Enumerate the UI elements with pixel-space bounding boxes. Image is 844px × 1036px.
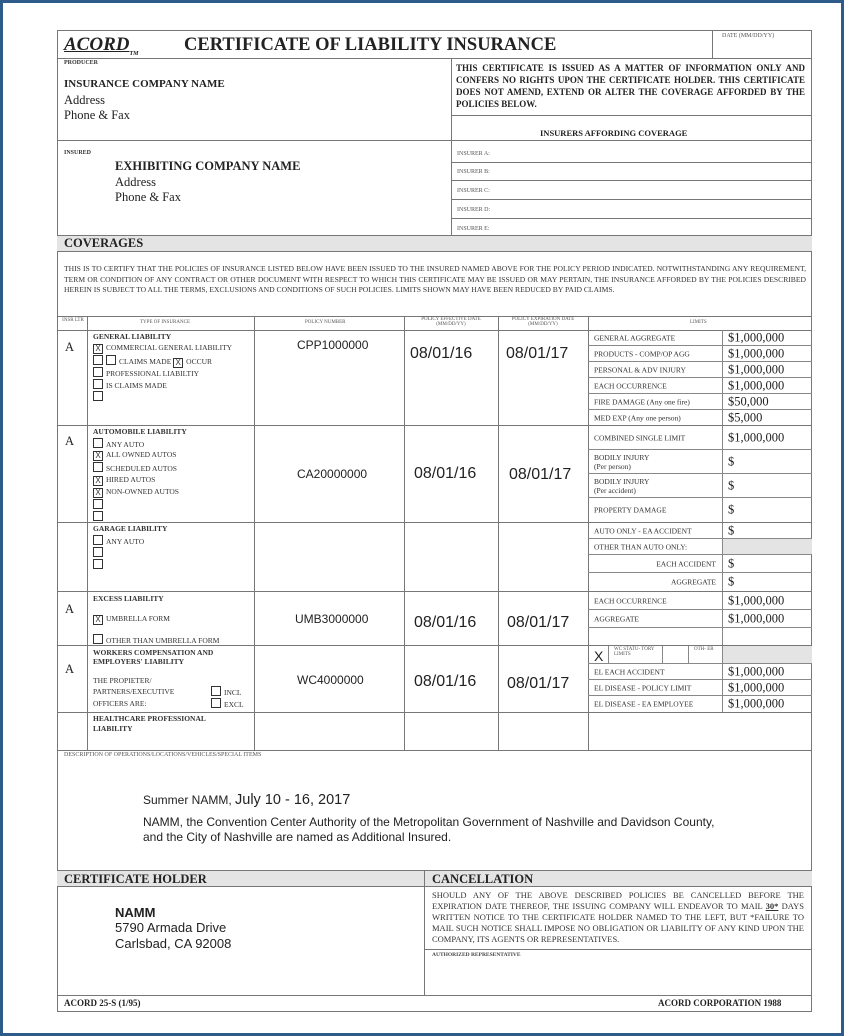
event-name: Summer NAMM, bbox=[143, 793, 232, 807]
limit-row bbox=[588, 555, 812, 573]
limit-label: EACH OCCURRENCE bbox=[594, 381, 667, 390]
is-claims-label: IS CLAIMS MADE bbox=[106, 381, 167, 390]
limit-label: COMBINED SINGLE LIMIT bbox=[594, 433, 686, 442]
auto-blank1[interactable] bbox=[93, 499, 106, 510]
holder-street: 5790 Armada Drive bbox=[115, 920, 227, 935]
footer-form-id: ACORD 25-S (1/95) bbox=[64, 998, 141, 1008]
limit-value: $1,000,000 bbox=[728, 611, 785, 625]
insured-address: Address bbox=[115, 175, 156, 189]
excess-ltr: A bbox=[65, 602, 75, 616]
health-title2: LIABILITY bbox=[93, 724, 133, 733]
wc-incl[interactable] bbox=[211, 686, 242, 697]
limit-label: PRODUCTS - COMP/OP AGG bbox=[594, 349, 690, 358]
footer-copyright: ACORD CORPORATION 1988 bbox=[658, 998, 782, 1008]
checkbox-icon[interactable] bbox=[211, 698, 221, 708]
limit-row bbox=[588, 628, 812, 645]
checkbox-checked-icon[interactable]: X bbox=[93, 451, 103, 461]
checkbox-icon[interactable] bbox=[93, 547, 103, 557]
statutory-mark: X bbox=[594, 648, 604, 664]
auto-exp: 08/01/17 bbox=[509, 466, 572, 483]
auto-policy: CA20000000 bbox=[297, 467, 368, 481]
checkbox-icon[interactable] bbox=[93, 355, 103, 365]
limit-row bbox=[588, 539, 812, 555]
col-ltr: INSR LTR bbox=[62, 318, 84, 323]
insured-phone: Phone & Fax bbox=[115, 190, 181, 204]
label: HIRED AUTOS bbox=[106, 475, 156, 484]
limit-value: $1,000,000 bbox=[728, 696, 785, 711]
statutory-label: WC STATU- TORY LIMITS bbox=[614, 647, 655, 657]
limit-value: $ bbox=[728, 502, 735, 517]
cancellation-text bbox=[432, 890, 804, 945]
label: EXCL bbox=[224, 700, 244, 709]
checkbox-icon[interactable] bbox=[106, 355, 116, 365]
insurer-b: INSURER B: bbox=[457, 169, 490, 175]
cancellation-title: CANCELLATION bbox=[432, 872, 534, 886]
limit-label: AGGREGATE bbox=[594, 614, 639, 623]
checkbox-icon[interactable] bbox=[93, 367, 103, 377]
checkbox-checked-icon[interactable]: X bbox=[93, 615, 103, 625]
limit-label: PERSONAL & ADV INJURY bbox=[594, 365, 686, 374]
producer-phone: Phone & Fax bbox=[64, 108, 130, 122]
checkbox-icon[interactable] bbox=[93, 438, 103, 448]
label-sub: (Per accident) bbox=[594, 485, 636, 495]
label-sub: (Per person) bbox=[594, 461, 631, 471]
other-label: OTH- ER bbox=[694, 647, 714, 652]
limit-label: AGGREGATE bbox=[671, 577, 716, 587]
event-dates: July 10 - 16, 2017 bbox=[235, 792, 351, 808]
limit-value: $1,000,000 bbox=[728, 330, 785, 344]
limit-value: $1,000,000 bbox=[728, 378, 785, 392]
limit-row bbox=[588, 498, 812, 522]
limit-value: $ bbox=[728, 454, 735, 468]
limit-label: PROPERTY DAMAGE bbox=[594, 505, 667, 515]
authorized-rep-label: AUTHORIZED REPRESENTATIVE bbox=[432, 952, 521, 958]
limit-value: $ bbox=[728, 574, 735, 589]
garage-any[interactable] bbox=[93, 535, 144, 546]
garage-title: GARAGE LIABILITY bbox=[93, 524, 168, 533]
garage-blank2[interactable] bbox=[93, 559, 106, 570]
auto-scheduled[interactable] bbox=[93, 462, 177, 473]
wc-title1: WORKERS COMPENSATION AND bbox=[93, 648, 214, 657]
limit-value: $50,000 bbox=[728, 394, 769, 408]
wc-l2: PARTNERS/EXECUTIVE bbox=[93, 687, 175, 696]
auto-nonowned[interactable] bbox=[93, 487, 179, 498]
limit-row bbox=[588, 474, 812, 498]
description-label: DESCRIPTION OF OPERATIONS/LOCATIONS/VEHICLES/SPECIAL ITEMS bbox=[64, 752, 262, 758]
checkbox-icon[interactable] bbox=[93, 462, 103, 472]
wc-l3: OFFICERS ARE: bbox=[93, 699, 147, 708]
col-policy: POLICY NUMBER bbox=[305, 320, 346, 325]
auto-title: AUTOMOBILE LIABILITY bbox=[93, 427, 187, 436]
shaded-cell bbox=[723, 646, 812, 663]
gl-policy: CPP1000000 bbox=[297, 338, 369, 352]
checkbox-icon[interactable] bbox=[93, 379, 103, 389]
limit-label: GENERAL AGGREGATE bbox=[594, 333, 676, 342]
label: ANY AUTO bbox=[106, 440, 145, 449]
auto-hired[interactable] bbox=[93, 475, 155, 486]
col-eff: POLICY EFFECTIVE DATE (MM/DD/YY) bbox=[421, 317, 481, 327]
coverages-header bbox=[57, 235, 812, 252]
excess-eff: 08/01/16 bbox=[414, 614, 477, 631]
excess-exp: 08/01/17 bbox=[507, 614, 570, 631]
limit-row bbox=[588, 696, 812, 712]
limit-row bbox=[588, 426, 812, 450]
wc-statutory-row bbox=[588, 646, 812, 664]
limit-value: $ bbox=[728, 556, 735, 570]
limit-value: $1,000,000 bbox=[728, 346, 785, 360]
description-line2: and the City of Nashville are named as Additional Insured. bbox=[143, 830, 452, 844]
logo-text: ACORD bbox=[64, 34, 130, 55]
checkbox-icon[interactable] bbox=[93, 559, 103, 569]
professional-label: PROFESSIONAL LIABILTIY bbox=[106, 369, 199, 378]
auto-blank2[interactable] bbox=[93, 511, 106, 522]
producer-name: INSURANCE COMPANY NAME bbox=[64, 78, 225, 90]
gl-is-claims[interactable] bbox=[93, 379, 167, 390]
limit-row bbox=[588, 330, 812, 346]
limit-value: $1,000,000 bbox=[728, 362, 785, 376]
date-label: DATE (MM/DD/YY) bbox=[722, 33, 775, 39]
holder-name: NAMM bbox=[115, 905, 156, 920]
gl-blank[interactable] bbox=[93, 391, 106, 402]
text-a: SHOULD ANY OF THE ABOVE DESCRIBED POLICIES BE CANCELLED BEFORE THE EXPIRATION DATE THEREOF, THE ISSUING COMPANY WILL ENDEAVOR TO MAIL bbox=[432, 890, 804, 911]
col-limits: LIMITS bbox=[690, 320, 707, 325]
limit-label bbox=[594, 477, 649, 495]
label: OTHER THAN UMBRELLA FORM bbox=[106, 636, 220, 645]
col-exp: POLICY EXPIRATION DATE (MM/DD/YY) bbox=[511, 317, 575, 327]
limit-label: MED EXP (Any one person) bbox=[594, 413, 681, 422]
limit-value: $1,000,000 bbox=[728, 664, 785, 678]
auto-owned[interactable] bbox=[93, 450, 176, 461]
limit-row bbox=[588, 592, 812, 610]
shaded-cell bbox=[723, 539, 812, 554]
label: INCL bbox=[224, 688, 242, 697]
page-title: CERTIFICATE OF LIABILITY INSURANCE bbox=[184, 35, 557, 55]
limit-label: OTHER THAN AUTO ONLY: bbox=[594, 542, 688, 551]
limit-row bbox=[588, 573, 812, 591]
health-title1: HEALTHCARE PROFESSIONAL bbox=[93, 714, 206, 723]
limit-label: EL DISEASE - EA EMPLOYEE bbox=[594, 699, 694, 709]
checkbox-checked-icon[interactable]: X bbox=[93, 488, 103, 498]
label: ANY AUTO bbox=[106, 537, 145, 546]
label: UMBRELLA FORM bbox=[106, 614, 170, 623]
label: NON-OWNED AUTOS bbox=[106, 487, 179, 496]
checkbox-icon[interactable] bbox=[93, 634, 103, 644]
occur-label: OCCUR bbox=[186, 357, 213, 366]
limit-label: EL EACH ACCIDENT bbox=[594, 667, 665, 676]
limit-row bbox=[588, 410, 812, 425]
logo-tm: TM bbox=[129, 50, 139, 57]
gl-ltr: A bbox=[65, 340, 75, 354]
limit-row bbox=[588, 680, 812, 696]
checkbox-icon[interactable] bbox=[93, 535, 103, 545]
insurer-c: INSURER C: bbox=[457, 188, 490, 194]
insured-label: INSURED bbox=[64, 150, 92, 156]
gl-exp: 08/01/17 bbox=[506, 345, 569, 362]
limit-label: FIRE DAMAGE (Any one fire) bbox=[594, 397, 690, 406]
producer-address: Address bbox=[64, 93, 105, 107]
checkbox-checked-icon[interactable]: X bbox=[173, 358, 183, 368]
garage-blank1[interactable] bbox=[93, 547, 106, 558]
label-main: BODILY INJURY bbox=[594, 452, 650, 462]
limit-row bbox=[588, 523, 812, 539]
insurer-a: INSURER A: bbox=[457, 151, 490, 157]
label: SCHEDULED AUTOS bbox=[106, 464, 177, 473]
limit-row bbox=[588, 610, 812, 628]
insurers-title: INSURERS AFFORDING COVERAGE bbox=[540, 128, 688, 138]
wc-excl[interactable] bbox=[211, 698, 244, 709]
limit-label: AUTO ONLY - EA ACCIDENT bbox=[594, 526, 692, 535]
gl-commercial-label: COMMERCIAL GENERAL LIABILITY bbox=[106, 343, 233, 352]
insurer-d: INSURER D: bbox=[457, 207, 491, 213]
checkbox-icon[interactable] bbox=[93, 511, 103, 521]
limit-label: EACH ACCIDENT bbox=[656, 559, 716, 568]
insurer-e: INSURER E: bbox=[457, 226, 490, 232]
gl-commercial[interactable] bbox=[93, 343, 232, 354]
holder-city: Carlsbad, CA 92008 bbox=[115, 936, 232, 951]
wc-exp: 08/01/17 bbox=[507, 675, 570, 692]
col-type: TYPE OF INSURANCE bbox=[140, 320, 191, 325]
limit-label: EL DISEASE - POLICY LIMIT bbox=[594, 683, 692, 692]
certificate-notice: THIS CERTIFICATE IS ISSUED AS A MATTER OF INFORMATION ONLY AND CONFERS NO RIGHTS UPON THE CERTIFICATE HOLDER. THIS CERTIFICATE DOES NOT AMEND, EXTEND OR ALTER THE COVERAGE AFFORDED BY THE POLICIES BELOW. bbox=[456, 63, 805, 109]
auto-ltr: A bbox=[65, 434, 75, 448]
auto-any[interactable] bbox=[93, 438, 144, 449]
limit-value: $1,000,000 bbox=[728, 430, 785, 444]
auto-eff: 08/01/16 bbox=[414, 465, 477, 482]
label: ALL OWNED AUTOS bbox=[106, 450, 177, 459]
wc-title2: EMPLOYERS' LIABILITY bbox=[93, 657, 185, 666]
description-event bbox=[143, 792, 350, 808]
limit-value: $1,000,000 bbox=[728, 680, 785, 694]
limit-value: $1,000,000 bbox=[728, 593, 785, 607]
limit-row bbox=[588, 664, 812, 680]
checkbox-checked-icon[interactable]: X bbox=[93, 344, 103, 354]
checkbox-icon[interactable] bbox=[211, 686, 221, 696]
text-b: DAYS WRITTEN NOTICE TO THE CERTIFICATE HOLDER NAMED TO THE LEFT, BUT *FAILURE TO MAIL SUCH NOTICE SHALL IMPOSE NO OBLIGATION OR LIABILITY OF ANY KIND UPON THE COMPANY, ITS AGENTS OR REPRESENTATIVES. bbox=[432, 901, 804, 944]
gl-title: GENERAL LIABILITY bbox=[93, 332, 172, 341]
wc-l1: THE PROPIETER/ bbox=[93, 676, 152, 685]
excess-other[interactable] bbox=[93, 634, 219, 645]
limit-row bbox=[588, 378, 812, 394]
holder-title: CERTIFICATE HOLDER bbox=[64, 872, 207, 886]
coverages-title: COVERAGES bbox=[64, 236, 144, 250]
notice-days: 30* bbox=[765, 901, 779, 911]
limit-label: EACH OCCURRENCE bbox=[594, 596, 667, 605]
wc-policy: WC4000000 bbox=[297, 673, 364, 687]
limit-value: $ bbox=[728, 478, 735, 492]
excess-policy: UMB3000000 bbox=[295, 612, 369, 626]
acord-logo bbox=[64, 34, 138, 57]
claims-made-label: CLAIMS MADE bbox=[119, 357, 172, 366]
description-line1: NAMM, the Convention Center Authority of the Metropolitan Government of Nashville and Davidson County, bbox=[143, 815, 715, 829]
limit-value: $ bbox=[728, 523, 735, 537]
excess-umbrella[interactable] bbox=[93, 614, 170, 625]
label-main: BODILY INJURY bbox=[594, 476, 650, 486]
limit-row bbox=[588, 346, 812, 362]
producer-label: PRODUCER bbox=[64, 60, 98, 66]
excess-title: EXCESS LIABILITY bbox=[93, 594, 164, 603]
limit-label bbox=[594, 453, 649, 471]
coverages-text: THIS IS TO CERTIFY THAT THE POLICIES OF INSURANCE LISTED BELOW HAVE BEEN ISSUED TO THE INSURED NAMED ABOVE FOR THE POLICY PERIOD INDICATED. NOTWITHSTANDING ANY REQUIREMENT, TERM OR CONDITION OF ANY CONTRACT OR OTHER DOCUMENT WITH RESPECT TO WHICH THIS CERTIFICATE MAY BE ISSUED OR MAY PERTAIN, THE INSURANCE AFFORDED BY THE POLICIES DESCRIBED HEREIN IS SUBJECT TO ALL THE TERMS, EXCLUSIONS AND CONDITIONS OF SUCH POLICIES. LIMITS SHOWN MAY HAVE BEEN REDUCED BY PAID CLAIMS. bbox=[64, 264, 806, 294]
limit-value: $5,000 bbox=[728, 410, 763, 424]
gl-eff: 08/01/16 bbox=[410, 345, 473, 362]
checkbox-checked-icon[interactable]: X bbox=[93, 476, 103, 486]
limit-row bbox=[588, 394, 812, 410]
gl-professional[interactable] bbox=[93, 367, 199, 378]
insured-name: EXHIBITING COMPANY NAME bbox=[115, 159, 301, 173]
limit-row bbox=[588, 450, 812, 474]
wc-ltr: A bbox=[65, 662, 75, 676]
checkbox-icon[interactable] bbox=[93, 499, 103, 509]
checkbox-icon[interactable] bbox=[93, 391, 103, 401]
limit-row bbox=[588, 362, 812, 378]
wc-eff: 08/01/16 bbox=[414, 673, 477, 690]
